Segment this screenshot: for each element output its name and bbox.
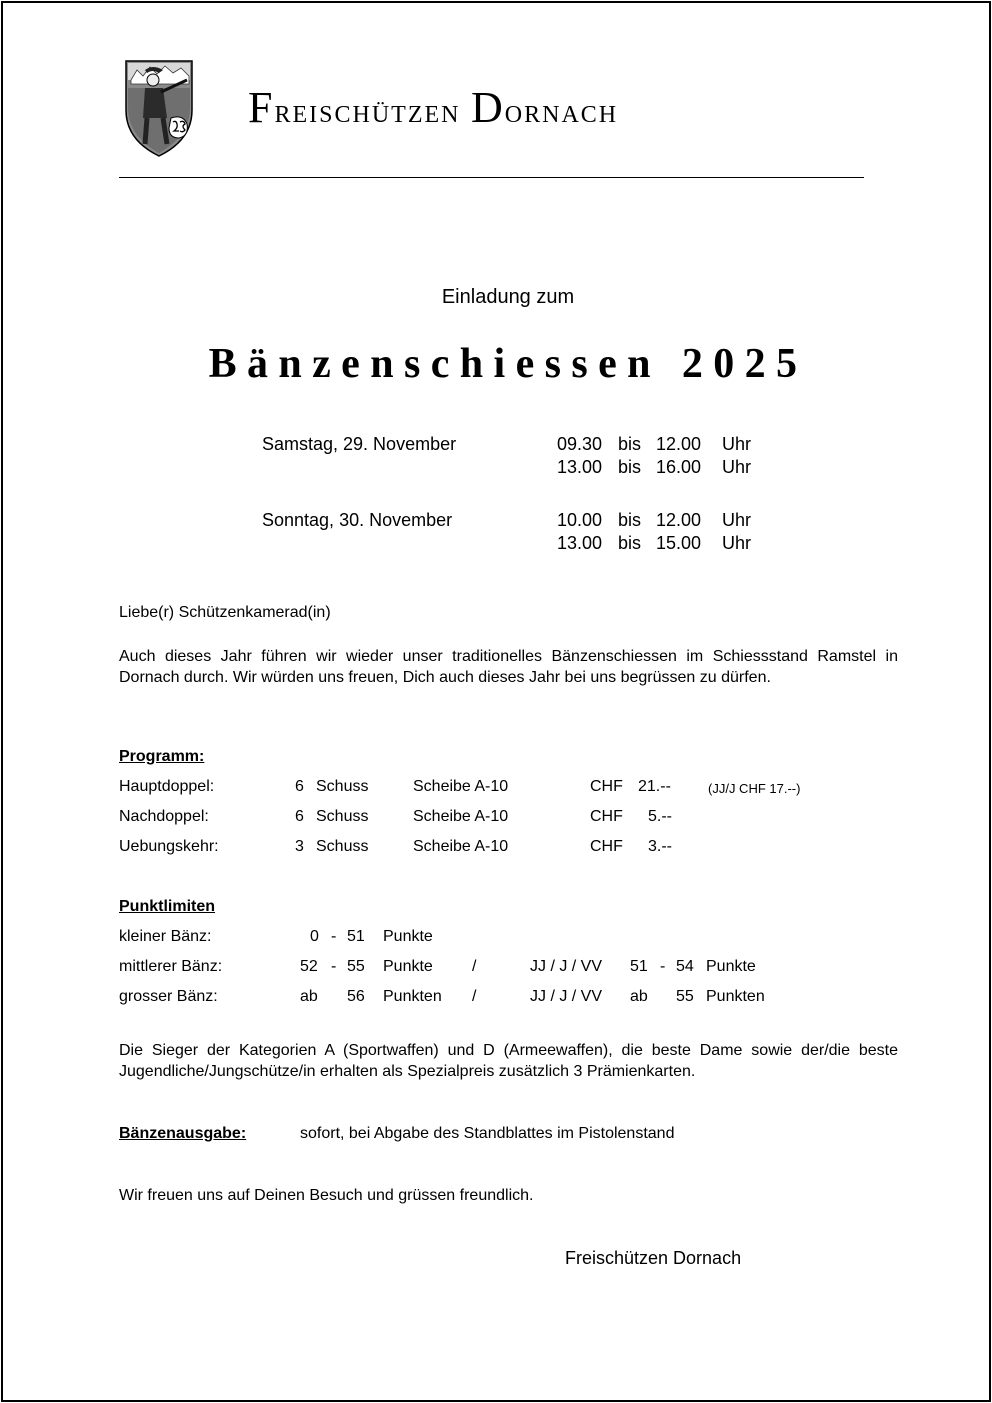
limit-prefix: ab bbox=[300, 988, 318, 1005]
program-row-shots-label: Schuss bbox=[316, 778, 369, 795]
time-unit: Uhr bbox=[722, 457, 752, 477]
limit-cat-from: 51 bbox=[630, 958, 648, 975]
program-row-note: (JJ/J CHF 17.--) bbox=[708, 781, 801, 796]
distribution-label: Bänzenausgabe: bbox=[119, 1125, 247, 1142]
club-name-initial-2: D bbox=[470, 83, 505, 132]
program-row-target: Scheibe A-10 bbox=[413, 838, 509, 855]
program-row-shots: 3 bbox=[295, 838, 304, 855]
schedule-day: Sonntag, 30. November bbox=[262, 510, 453, 530]
program-row-price: 21.-- bbox=[638, 778, 671, 795]
limit-slash: / bbox=[472, 958, 477, 975]
limit-cat-to: 54 bbox=[676, 958, 694, 975]
winners-paragraph: Die Sieger der Kategorien A (Sportwaffen) und D (Armeewaffen), die beste Dame sowie der/die beste Jugendliche/Jungschütze/in erhalten als Spezialpreis zusätzlich 3 Prämienkarten. bbox=[119, 1042, 898, 1080]
limit-cat-value: 55 bbox=[676, 988, 694, 1005]
limit-slash: / bbox=[472, 988, 477, 1005]
time-unit: Uhr bbox=[722, 510, 752, 530]
time-from: 13.00 bbox=[557, 533, 603, 553]
limit-unit: Punkte bbox=[383, 958, 433, 975]
limit-to: 51 bbox=[347, 928, 365, 945]
program-row-name: Nachdoppel: bbox=[119, 808, 209, 825]
program-row-target: Scheibe A-10 bbox=[413, 808, 509, 825]
club-name-heading bbox=[248, 82, 618, 133]
program-row-currency: CHF bbox=[590, 838, 623, 855]
limit-cat-unit: Punkte bbox=[706, 958, 756, 975]
limit-dash: - bbox=[331, 958, 337, 975]
schedule-day: Samstag, 29. November bbox=[262, 434, 457, 454]
intro-paragraph: Auch dieses Jahr führen wir wieder unser traditionelles Bänzenschiessen im Schiessstand Ramstel in Dornach durch. Wir würden uns freuen, Dich auch dieses Jahr bei uns begrüssen zu dürfen. bbox=[119, 648, 898, 686]
limit-from: 0 bbox=[310, 928, 319, 945]
limit-cat-prefix: ab bbox=[630, 988, 648, 1005]
limits-heading: Punktlimiten bbox=[119, 898, 216, 915]
program-row-currency: CHF bbox=[590, 808, 623, 825]
limit-unit: Punkten bbox=[383, 988, 442, 1005]
program-row-shots: 6 bbox=[295, 778, 304, 795]
club-name-rest-2: ornach bbox=[504, 93, 619, 130]
time-to: 12.00 bbox=[656, 434, 702, 454]
limit-to: 55 bbox=[347, 958, 365, 975]
program-heading: Programm: bbox=[119, 748, 205, 765]
greeting: Liebe(r) Schützenkamerad(in) bbox=[119, 604, 331, 621]
limit-category: JJ / J / VV bbox=[530, 988, 603, 1005]
limit-cat-unit: Punkten bbox=[706, 988, 765, 1005]
time-from: 09.30 bbox=[557, 434, 603, 454]
program-row-name: Hauptdoppel: bbox=[119, 778, 215, 795]
event-title: Bänzenschiessen 2025 bbox=[208, 341, 808, 387]
program-row-shots-label: Schuss bbox=[316, 838, 369, 855]
club-name-initial-1: F bbox=[248, 83, 275, 132]
coat-of-arms-logo bbox=[123, 58, 195, 158]
limit-cat-dash: - bbox=[660, 958, 666, 975]
limit-dash: - bbox=[331, 928, 337, 945]
distribution-text: sofort, bei Abgabe des Standblattes im Pistolenstand bbox=[300, 1125, 675, 1142]
invitation-intro: Einladung zum bbox=[441, 286, 575, 308]
limit-value: 56 bbox=[347, 988, 365, 1005]
time-from: 10.00 bbox=[557, 510, 603, 530]
program-row-shots-label: Schuss bbox=[316, 808, 369, 825]
program-row-name: Uebungskehr: bbox=[119, 838, 219, 855]
limit-label: mittlerer Bänz: bbox=[119, 958, 223, 975]
closing-text: Wir freuen uns auf Deinen Besuch und grüssen freundlich. bbox=[119, 1187, 534, 1204]
program-row-price: 3.-- bbox=[648, 838, 672, 855]
time-from: 13.00 bbox=[557, 457, 603, 477]
program-row-price: 5.-- bbox=[648, 808, 672, 825]
limit-from: 52 bbox=[300, 958, 318, 975]
time-sep: bis bbox=[618, 533, 642, 553]
signature: Freischützen Dornach bbox=[565, 1248, 742, 1268]
program-row-target: Scheibe A-10 bbox=[413, 778, 509, 795]
time-unit: Uhr bbox=[722, 533, 752, 553]
time-sep: bis bbox=[618, 510, 642, 530]
time-unit: Uhr bbox=[722, 434, 752, 454]
limit-label: kleiner Bänz: bbox=[119, 928, 212, 945]
program-row-shots: 6 bbox=[295, 808, 304, 825]
time-sep: bis bbox=[618, 434, 642, 454]
club-name-rest-1: reischützen bbox=[274, 93, 461, 130]
limit-unit: Punkte bbox=[383, 928, 433, 945]
program-row-currency: CHF bbox=[590, 778, 623, 795]
time-to: 16.00 bbox=[656, 457, 702, 477]
limit-label: grosser Bänz: bbox=[119, 988, 218, 1005]
header-divider bbox=[119, 177, 864, 178]
time-sep: bis bbox=[618, 457, 642, 477]
time-to: 12.00 bbox=[656, 510, 702, 530]
limit-category: JJ / J / VV bbox=[530, 958, 603, 975]
time-to: 15.00 bbox=[656, 533, 702, 553]
